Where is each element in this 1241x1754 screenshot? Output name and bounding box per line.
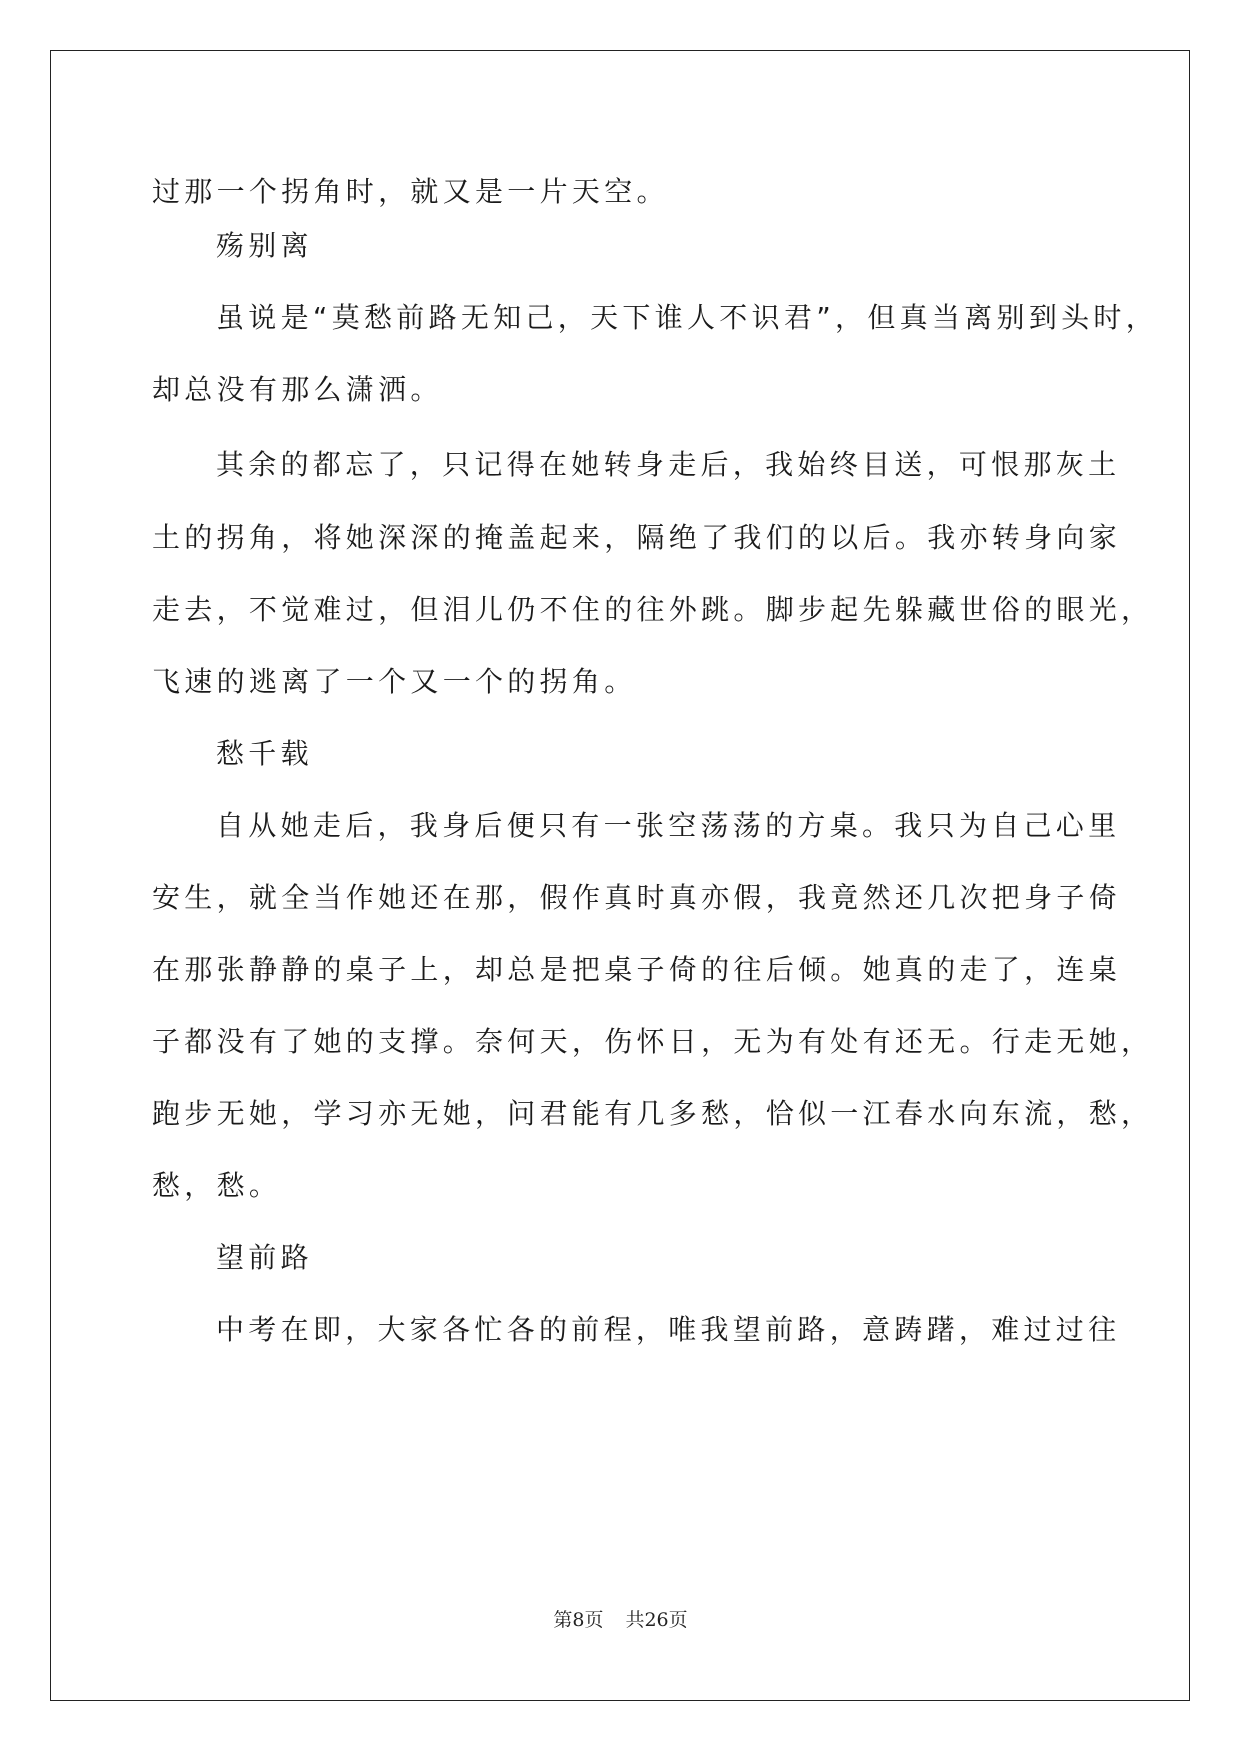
text-line: 自从她走后，我身后便只有一张空荡荡的方桌。我只为自己心里: [216, 809, 1121, 842]
text-line: 子都没有了她的支撑。奈何天，伤怀日，无为有处有还无。行走无她，: [152, 1025, 1154, 1058]
text-line: 走去，不觉难过，但泪儿仍不住的往外跳。脚步起先躲藏世俗的眼光，: [152, 593, 1154, 626]
text-line: 其余的都忘了，只记得在她转身走后，我始终目送，可恨那灰土: [216, 448, 1121, 481]
text-line: 中考在即，大家各忙各的前程，唯我望前路，意踌躇，难过过往: [216, 1313, 1121, 1346]
text-line: 愁，愁。: [152, 1169, 282, 1202]
text-line: 安生，就全当作她还在那，假作真时真亦假，我竟然还几次把身子倚: [152, 881, 1122, 914]
page-total: 共26页: [625, 1609, 688, 1631]
text-line: 土的拐角，将她深深的掩盖起来，隔绝了我们的以后。我亦转身向家: [152, 521, 1122, 554]
section-heading: 愁千载: [216, 737, 313, 770]
text-line: 过那一个拐角时，就又是一片天空。: [152, 175, 669, 208]
text-line: 飞速的逃离了一个又一个的拐角。: [152, 665, 637, 698]
text-line: 跑步无她，学习亦无她，问君能有几多愁，恰似一江春水向东流，愁，: [152, 1097, 1154, 1130]
section-heading: 殇别离: [216, 229, 313, 262]
page-number: 第8页: [553, 1609, 604, 1631]
text-line: 在那张静静的桌子上，却总是把桌子倚的往后倾。她真的走了，连桌: [152, 953, 1122, 986]
text-line: 虽说是“莫愁前路无知己，天下谁人不识君”，但真当离别到头时，: [216, 301, 1159, 334]
section-heading: 望前路: [216, 1241, 313, 1274]
text-line: 却总没有那么潇洒。: [152, 373, 443, 406]
page-footer: [0, 1607, 1241, 1633]
